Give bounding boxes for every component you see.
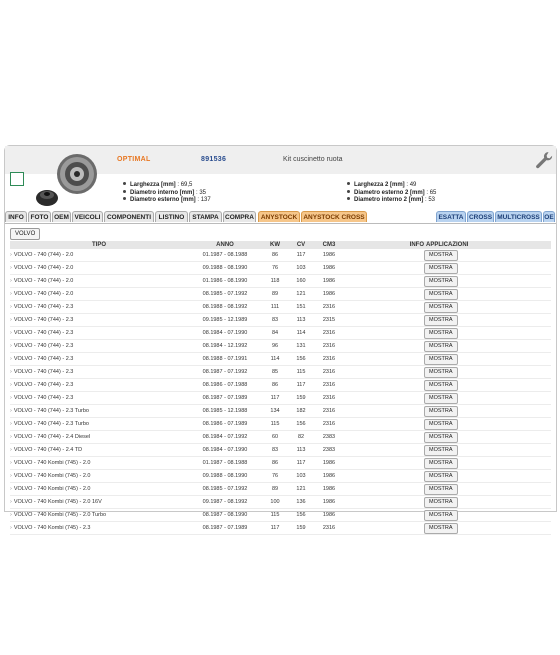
cell-tipo (10, 262, 188, 275)
cell-anno: 08.1984 - 07.1992 (188, 431, 262, 444)
cell-cm3: 2316 (314, 392, 344, 405)
cell-cv: 160 (288, 275, 314, 288)
row-arrow-icon: › (10, 434, 12, 440)
cell-anno: 08.1988 - 08.1992 (188, 301, 262, 314)
cell-info (344, 522, 424, 535)
spec-row (347, 182, 436, 190)
table-row (10, 496, 551, 509)
table-row (10, 262, 551, 275)
product-brand: OPTIMAL (117, 156, 151, 163)
cell-tipo (10, 509, 188, 522)
cell-info (344, 444, 424, 457)
row-arrow-icon: › (10, 265, 12, 271)
cell-cv: 113 (288, 314, 314, 327)
select-checkbox[interactable] (10, 172, 24, 186)
cell-applicazioni (424, 509, 551, 522)
cell-tipo-text: VOLVO - 740 Kombi (745) - 2.3 (13, 525, 91, 531)
tab-oem[interactable]: OEM (52, 211, 71, 222)
cell-tipo (10, 275, 188, 288)
cell-applicazioni (424, 470, 551, 483)
cell-info (344, 496, 424, 509)
cell-anno: 08.1987 - 07.1992 (188, 366, 262, 379)
product-code[interactable]: 891536 (201, 156, 227, 163)
cell-applicazioni (424, 405, 551, 418)
cell-info (344, 392, 424, 405)
specs-left (123, 182, 211, 205)
table-row (10, 327, 551, 340)
cell-tipo (10, 340, 188, 353)
cell-cv: 156 (288, 418, 314, 431)
table-row (10, 366, 551, 379)
cell-anno: 08.1988 - 07.1991 (188, 353, 262, 366)
cell-info (344, 262, 424, 275)
cell-anno: 01.1986 - 08.1990 (188, 275, 262, 288)
cell-info (344, 353, 424, 366)
cell-kw: 118 (262, 275, 288, 288)
col-header-kw[interactable]: KW (262, 241, 288, 249)
cell-tipo-text: VOLVO - 740 (744) - 2.3 (13, 356, 74, 362)
mostra-button[interactable]: MOSTRA (424, 458, 458, 469)
table-row (10, 301, 551, 314)
mostra-button[interactable]: MOSTRA (424, 315, 458, 326)
cell-cv: 136 (288, 496, 314, 509)
table-row (10, 392, 551, 405)
cell-info (344, 457, 424, 470)
tab-info[interactable]: INFO (5, 211, 27, 222)
cell-kw: 86 (262, 249, 288, 262)
cell-applicazioni (424, 392, 551, 405)
mostra-button[interactable]: MOSTRA (424, 302, 458, 313)
cell-tipo-text: VOLVO - 740 Kombi (745) - 2.0 (13, 473, 91, 479)
cell-applicazioni (424, 249, 551, 262)
table-row (10, 405, 551, 418)
cell-cm3: 1986 (314, 483, 344, 496)
cell-cv: 115 (288, 366, 314, 379)
wrench-icon[interactable] (534, 150, 554, 170)
mostra-button[interactable]: MOSTRA (424, 380, 458, 391)
cell-tipo (10, 470, 188, 483)
cell-tipo (10, 288, 188, 301)
cell-anno: 08.1984 - 12.1992 (188, 340, 262, 353)
table-row (10, 288, 551, 301)
row-arrow-icon: › (10, 473, 12, 479)
row-arrow-icon: › (10, 252, 12, 258)
table-row (10, 509, 551, 522)
tab-compra[interactable]: COMPRA (223, 211, 256, 222)
wheel-bearing-kit-image (29, 150, 109, 214)
spec-row (347, 197, 436, 205)
cell-kw: 76 (262, 470, 288, 483)
cell-info (344, 327, 424, 340)
cell-kw: 60 (262, 431, 288, 444)
cell-tipo-text: VOLVO - 740 Kombi (745) - 2.0 (13, 460, 91, 466)
cell-cv: 182 (288, 405, 314, 418)
cell-applicazioni (424, 431, 551, 444)
cell-anno: 09.1988 - 08.1990 (188, 470, 262, 483)
row-arrow-icon: › (10, 395, 12, 401)
spec-label: Diametro esterno 2 [mm] (354, 189, 425, 196)
col-header-info: INFO (344, 241, 424, 249)
cell-tipo (10, 418, 188, 431)
mostra-button[interactable]: MOSTRA (424, 406, 458, 417)
table-row (10, 340, 551, 353)
cell-cm3: 2316 (314, 418, 344, 431)
cell-tipo-text: VOLVO - 740 (744) - 2.4 TD (13, 447, 83, 453)
cell-anno: 08.1987 - 07.1989 (188, 522, 262, 535)
cell-applicazioni (424, 288, 551, 301)
col-header-tipo[interactable]: TIPO (10, 241, 188, 249)
row-arrow-icon: › (10, 278, 12, 284)
cell-cv: 117 (288, 457, 314, 470)
cell-kw: 134 (262, 405, 288, 418)
mostra-button[interactable]: MOSTRA (424, 289, 458, 300)
tab-cross[interactable]: CROSS (467, 211, 494, 222)
table-row (10, 353, 551, 366)
cell-cv: 117 (288, 249, 314, 262)
cell-kw: 100 (262, 496, 288, 509)
mostra-button[interactable]: MOSTRA (424, 276, 458, 287)
cell-cm3: 1986 (314, 470, 344, 483)
cell-cm3: 1986 (314, 288, 344, 301)
mostra-button[interactable]: MOSTRA (424, 250, 458, 261)
cell-applicazioni (424, 457, 551, 470)
col-header-cm3[interactable]: CM3 (314, 241, 344, 249)
cell-cv: 82 (288, 431, 314, 444)
cell-applicazioni (424, 327, 551, 340)
spec-row (123, 182, 211, 190)
cell-kw: 84 (262, 327, 288, 340)
mostra-button[interactable]: MOSTRA (424, 341, 458, 352)
specs-right (347, 182, 436, 205)
cell-anno: 08.1984 - 07.1990 (188, 444, 262, 457)
mostra-button[interactable]: MOSTRA (424, 471, 458, 482)
cell-tipo (10, 457, 188, 470)
cell-kw: 83 (262, 444, 288, 457)
cell-cm3: 2383 (314, 431, 344, 444)
row-arrow-icon: › (10, 369, 12, 375)
cell-cm3: 2316 (314, 353, 344, 366)
spec-label: Diametro esterno [mm] (130, 197, 196, 203)
mostra-button[interactable]: MOSTRA (424, 523, 458, 534)
mostra-button[interactable]: MOSTRA (424, 354, 458, 365)
tab-bar (5, 210, 556, 224)
table-row (10, 522, 551, 535)
cell-anno: 08.1987 - 07.1989 (188, 392, 262, 405)
spec-value: : 35 (196, 189, 207, 196)
cell-cv: 156 (288, 353, 314, 366)
spec-value: : 49 (406, 182, 417, 188)
cell-cv: 151 (288, 301, 314, 314)
spec-value: : 137 (197, 197, 211, 203)
cell-cv: 121 (288, 483, 314, 496)
cell-kw: 117 (262, 522, 288, 535)
product-panel (4, 145, 557, 531)
cell-applicazioni (424, 496, 551, 509)
spec-row (347, 190, 436, 198)
tab-stampa[interactable]: STAMPA (189, 211, 222, 222)
table-row (10, 483, 551, 496)
cell-anno: 01.1987 - 08.1988 (188, 457, 262, 470)
tab-anystock[interactable]: ANYSTOCK (258, 211, 300, 222)
row-arrow-icon: › (10, 291, 12, 297)
cell-applicazioni (424, 301, 551, 314)
cell-cv: 114 (288, 327, 314, 340)
product-description: Kit cuscinetto ruota (283, 156, 343, 163)
cell-info (344, 470, 424, 483)
row-arrow-icon: › (10, 382, 12, 388)
cell-kw: 111 (262, 301, 288, 314)
spec-label: Diametro interno [mm] (130, 189, 195, 196)
table-header-row (10, 241, 551, 249)
cell-tipo-text: VOLVO - 740 (744) - 2.0 (13, 252, 74, 258)
cell-tipo-text: VOLVO - 740 (744) - 2.3 Turbo (13, 421, 89, 427)
cell-cv: 113 (288, 444, 314, 457)
cell-applicazioni (424, 340, 551, 353)
mostra-button[interactable]: MOSTRA (424, 328, 458, 339)
cell-kw: 117 (262, 392, 288, 405)
cell-info (344, 405, 424, 418)
row-arrow-icon: › (10, 486, 12, 492)
cell-applicazioni (424, 522, 551, 535)
cell-applicazioni (424, 418, 551, 431)
cell-tipo-text: VOLVO - 740 (744) - 2.3 Turbo (13, 408, 89, 414)
row-arrow-icon: › (10, 330, 12, 336)
cell-cm3: 2316 (314, 366, 344, 379)
cell-cm3: 1986 (314, 457, 344, 470)
cell-info (344, 379, 424, 392)
cell-tipo-text: VOLVO - 740 (744) - 2.3 (13, 343, 74, 349)
cell-applicazioni (424, 366, 551, 379)
cell-cm3: 2315 (314, 314, 344, 327)
table-row (10, 470, 551, 483)
table-row (10, 249, 551, 262)
tab-oe[interactable]: OE (543, 211, 555, 222)
cell-info (344, 275, 424, 288)
mostra-button[interactable]: MOSTRA (424, 510, 458, 521)
spec-row (123, 190, 211, 198)
table-row (10, 457, 551, 470)
cell-tipo (10, 366, 188, 379)
cell-applicazioni (424, 444, 551, 457)
col-header-applicazioni: APPLICAZIONI (424, 241, 551, 249)
cell-anno: 09.1988 - 08.1990 (188, 262, 262, 275)
cell-tipo-text: VOLVO - 740 (744) - 2.0 (13, 265, 74, 271)
cell-cv: 159 (288, 392, 314, 405)
cell-kw: 115 (262, 509, 288, 522)
applications-table (10, 241, 551, 535)
tab-veicoli[interactable]: VEICOLI (72, 211, 103, 222)
cell-info (344, 483, 424, 496)
spec-value: : 53 (425, 197, 436, 203)
cell-anno: 08.1986 - 07.1988 (188, 379, 262, 392)
cell-anno: 09.1985 - 12.1989 (188, 314, 262, 327)
mostra-button[interactable]: MOSTRA (424, 263, 458, 274)
col-header-cv[interactable]: CV (288, 241, 314, 249)
cell-tipo-text: VOLVO - 740 Kombi (745) - 2.0 16V (13, 499, 102, 505)
spec-row (123, 197, 211, 205)
cell-tipo-text: VOLVO - 740 Kombi (745) - 2.0 (13, 486, 91, 492)
cell-cm3: 1986 (314, 249, 344, 262)
row-arrow-icon: › (10, 408, 12, 414)
cell-cv: 156 (288, 509, 314, 522)
cell-tipo (10, 522, 188, 535)
cell-kw: 114 (262, 353, 288, 366)
cell-info (344, 340, 424, 353)
cell-info (344, 314, 424, 327)
mostra-button[interactable]: MOSTRA (424, 497, 458, 508)
cell-anno: 09.1987 - 08.1992 (188, 496, 262, 509)
spec-label: Larghezza 2 [mm] (354, 182, 405, 188)
tab-multicross[interactable]: MULTICROSS (495, 211, 542, 222)
cell-applicazioni (424, 275, 551, 288)
cell-tipo (10, 353, 188, 366)
tab-listino[interactable]: LISTINO (155, 211, 188, 222)
row-arrow-icon: › (10, 512, 12, 518)
cell-kw: 89 (262, 483, 288, 496)
cell-cm3: 1986 (314, 275, 344, 288)
cell-applicazioni (424, 353, 551, 366)
row-arrow-icon: › (10, 460, 12, 466)
cell-cm3: 1986 (314, 262, 344, 275)
cell-tipo-text: VOLVO - 740 (744) - 2.3 (13, 395, 74, 401)
cell-anno: 08.1985 - 07.1992 (188, 288, 262, 301)
cell-cm3: 1986 (314, 509, 344, 522)
cell-cv: 103 (288, 262, 314, 275)
cell-cm3: 2316 (314, 301, 344, 314)
cell-anno: 01.1987 - 08.1988 (188, 249, 262, 262)
table-row (10, 418, 551, 431)
spec-value: : 65 (426, 189, 437, 196)
mostra-button[interactable]: MOSTRA (424, 393, 458, 404)
cell-anno: 08.1984 - 07.1990 (188, 327, 262, 340)
row-arrow-icon: › (10, 343, 12, 349)
cell-cv: 103 (288, 470, 314, 483)
cell-cv: 131 (288, 340, 314, 353)
cell-kw: 115 (262, 418, 288, 431)
cell-cm3: 2316 (314, 340, 344, 353)
cell-info (344, 418, 424, 431)
row-arrow-icon: › (10, 304, 12, 310)
col-header-anno[interactable]: ANNO (188, 241, 262, 249)
cell-info (344, 249, 424, 262)
mostra-button[interactable]: MOSTRA (424, 484, 458, 495)
cell-anno: 08.1987 - 08.1990 (188, 509, 262, 522)
cell-tipo (10, 444, 188, 457)
tab-componenti[interactable]: COMPONENTI (104, 211, 154, 222)
spec-value: : 69,5 (177, 182, 193, 188)
cell-cv: 117 (288, 379, 314, 392)
cell-kw: 86 (262, 379, 288, 392)
cell-anno: 08.1985 - 07.1992 (188, 483, 262, 496)
cell-info (344, 431, 424, 444)
cell-tipo-text: VOLVO - 740 (744) - 2.4 Diesel (13, 434, 91, 440)
cell-tipo (10, 483, 188, 496)
cell-kw: 83 (262, 314, 288, 327)
cell-info (344, 366, 424, 379)
row-arrow-icon: › (10, 499, 12, 505)
cell-applicazioni (424, 379, 551, 392)
mostra-button[interactable]: MOSTRA (424, 367, 458, 378)
table-row (10, 431, 551, 444)
cell-tipo (10, 301, 188, 314)
mostra-button[interactable]: MOSTRA (424, 432, 458, 443)
cell-tipo-text: VOLVO - 740 Kombi (745) - 2.0 Turbo (13, 512, 107, 518)
cell-tipo-text: VOLVO - 740 (744) - 2.3 (13, 382, 74, 388)
cell-kw: 76 (262, 262, 288, 275)
row-arrow-icon: › (10, 356, 12, 362)
table-row (10, 314, 551, 327)
cell-info (344, 301, 424, 314)
cell-tipo-text: VOLVO - 740 (744) - 2.3 (13, 317, 74, 323)
row-arrow-icon: › (10, 317, 12, 323)
cell-kw: 96 (262, 340, 288, 353)
cell-kw: 86 (262, 457, 288, 470)
cell-info (344, 509, 424, 522)
cell-cv: 121 (288, 288, 314, 301)
cell-anno: 08.1986 - 07.1989 (188, 418, 262, 431)
row-arrow-icon: › (10, 447, 12, 453)
table-row (10, 379, 551, 392)
tab-anystock-cross[interactable]: ANYSTOCK CROSS (301, 211, 367, 222)
spec-label: Diametro interno 2 [mm] (354, 197, 424, 203)
cell-applicazioni (424, 483, 551, 496)
cell-cv: 159 (288, 522, 314, 535)
cell-tipo (10, 314, 188, 327)
table-row (10, 275, 551, 288)
cell-tipo (10, 431, 188, 444)
cell-tipo (10, 392, 188, 405)
cell-tipo (10, 249, 188, 262)
mostra-button[interactable]: MOSTRA (424, 445, 458, 456)
cell-tipo (10, 379, 188, 392)
cell-kw: 85 (262, 366, 288, 379)
cell-applicazioni (424, 262, 551, 275)
spec-label: Larghezza [mm] (130, 182, 176, 188)
tab-foto[interactable]: FOTO (28, 211, 51, 222)
cell-kw: 89 (262, 288, 288, 301)
cell-tipo-text: VOLVO - 740 (744) - 2.0 (13, 278, 74, 284)
cell-tipo (10, 327, 188, 340)
cell-tipo-text: VOLVO - 740 (744) - 2.3 (13, 330, 74, 336)
mostra-button[interactable]: MOSTRA (424, 419, 458, 430)
cell-cm3: 2316 (314, 522, 344, 535)
cell-tipo-text: VOLVO - 740 (744) - 2.3 (13, 369, 74, 375)
row-arrow-icon: › (10, 525, 12, 531)
cell-tipo (10, 405, 188, 418)
cell-anno: 08.1985 - 12.1988 (188, 405, 262, 418)
cell-cm3: 2316 (314, 379, 344, 392)
cell-cm3: 2383 (314, 444, 344, 457)
cell-tipo-text: VOLVO - 740 (744) - 2.3 (13, 304, 74, 310)
table-row (10, 444, 551, 457)
cell-cm3: 2316 (314, 327, 344, 340)
row-arrow-icon: › (10, 421, 12, 427)
tab-esatta[interactable]: ESATTA (436, 211, 466, 222)
brand-filter-button[interactable]: VOLVO (10, 228, 40, 240)
cell-applicazioni (424, 314, 551, 327)
cell-cm3: 1986 (314, 496, 344, 509)
cell-info (344, 288, 424, 301)
cell-cm3: 2316 (314, 405, 344, 418)
cell-tipo-text: VOLVO - 740 (744) - 2.0 (13, 291, 74, 297)
cell-tipo (10, 496, 188, 509)
